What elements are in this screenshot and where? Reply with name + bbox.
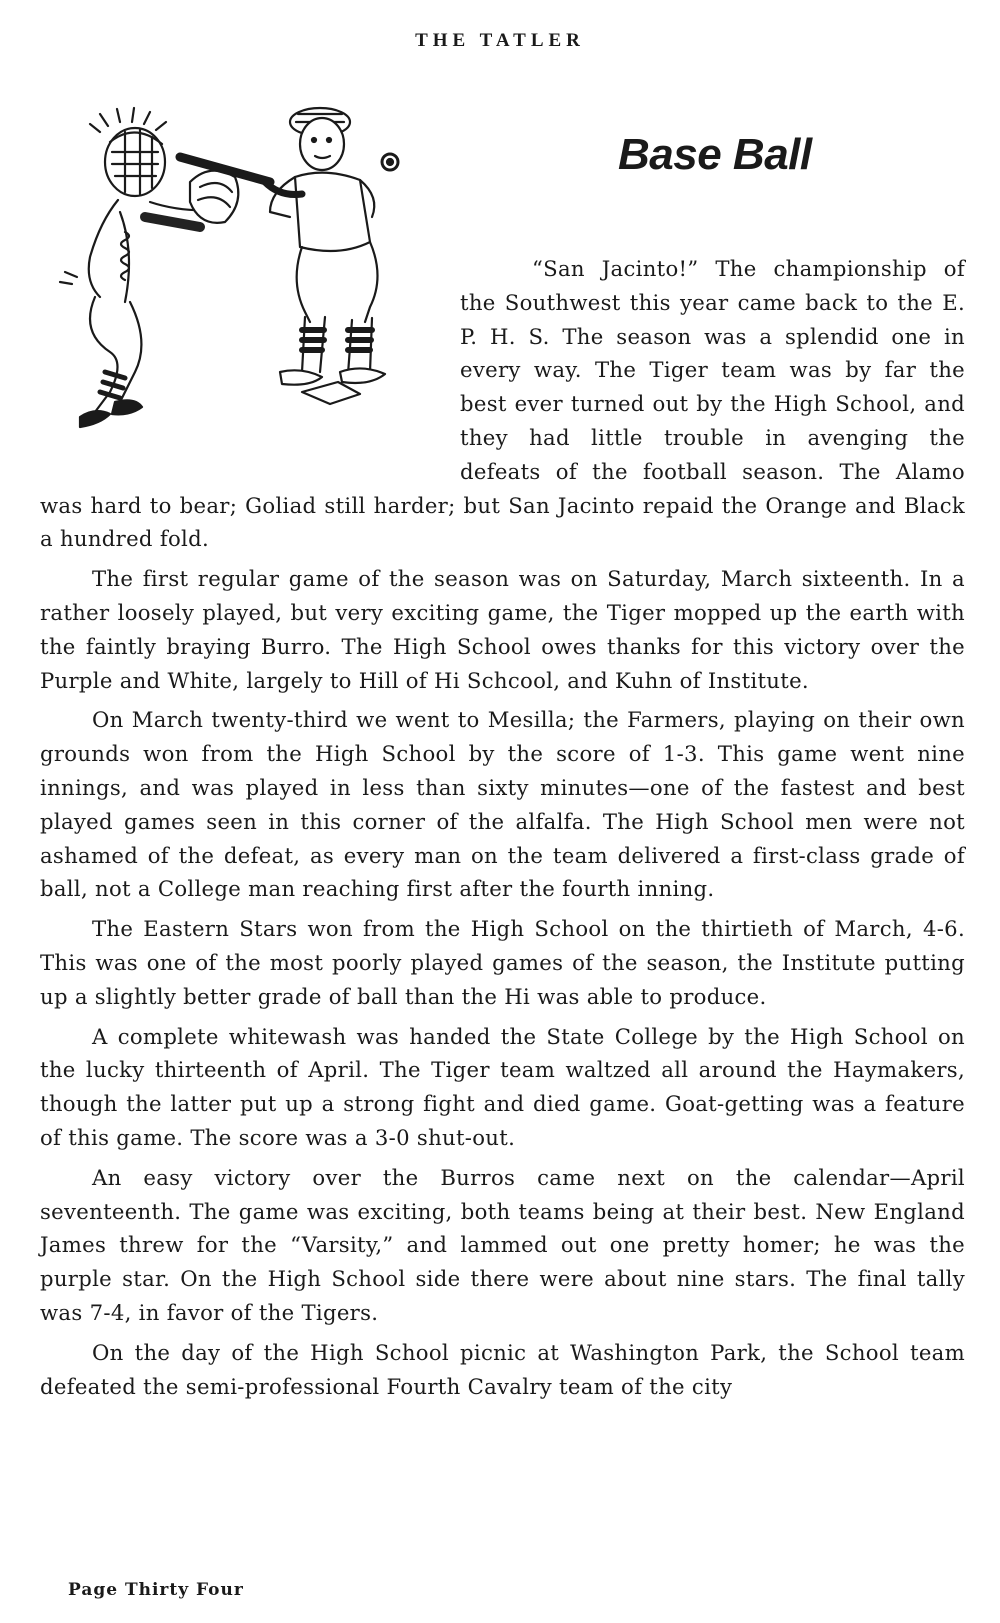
paragraph: An easy victory over the Burros came next on the calendar—April seventeenth. The game was exciting, both teams being at their best. New England James threw for the “Varsity,” and lammed out one pretty homer; he was the purple star. On the High School side there were about nine stars. The final tally was 7-4, in favor of the Tigers.: [40, 1164, 965, 1325]
paragraph: The Eastern Stars won from the High School on the thirtieth of March, 4-6. This was one of the most poorly played games of the season, the Institute putting up a slightly better grade of ball than the Hi was able to produce.: [40, 916, 965, 1009]
illustration-spacer: [40, 252, 460, 462]
paragraph: A complete whitewash was handed the State College by the High School on the lucky thirteenth of April. The Tiger team waltzed all around the Haymakers, though the latter put up a strong fight and died game. Goat-getting was a feature of this game. The score was a 3-0 shut-out.: [40, 1023, 965, 1150]
paragraph: The first regular game of the season was on Saturday, March sixteenth. In a rather loosely played, but very exciting game, the Tiger mopped up the earth with the faintly braying Burro. The High School owes thanks for this victory over the Purple and White, largely to Hill of Hi Schcool, and Kuhn of Institute.: [40, 566, 965, 693]
paragraph: “San Jacinto!” The championship of the Southwest this year came back to the E. P. H. S. The season was a splendid one in every way. The Tiger team was by far the best ever turned out by the High School, and they had little trouble in avenging the defeats of the football season. The Alamo was hard to bear; Goliad still harder; but San Jacinto repaid the Orange and Black a hundred fold.: [40, 256, 965, 552]
article-body: [40, 252, 965, 1409]
running-header: THE TATLER: [415, 30, 585, 51]
article-title: Base Ball: [618, 130, 812, 179]
page-number: Page Thirty Four: [68, 1580, 244, 1600]
paragraph: On March twenty-third we went to Mesilla; the Farmers, playing on their own grounds won from the High School by the score of 1-3. This game went nine innings, and was played in less than sixty minutes—one of the fastest and best played games seen in this corner of the alfalfa. The High School men were not ashamed of the defeat, as every man on the team delivered a first-class grade of ball, not a College man reaching first after the fourth inning.: [40, 707, 965, 902]
paragraph: On the day of the High School picnic at Washington Park, the School team defeated the semi-professional Fourth Cavalry team of the city: [40, 1339, 965, 1399]
